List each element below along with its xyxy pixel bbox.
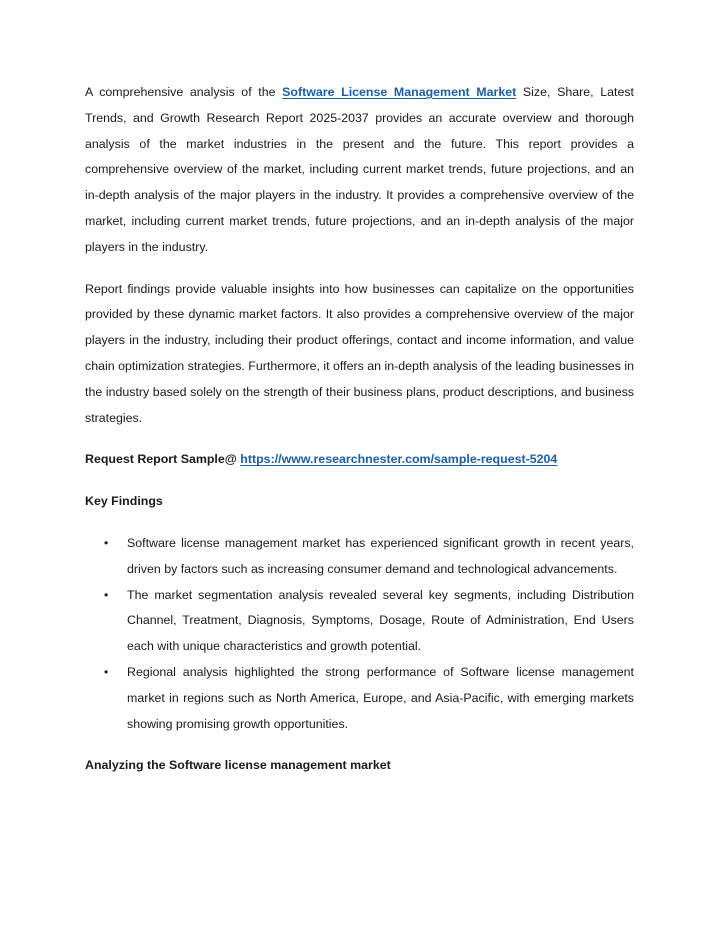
bullet-icon: •	[104, 535, 109, 550]
intro-paragraph	[85, 80, 634, 261]
key-findings-heading: Key Findings	[85, 494, 163, 509]
document-body	[85, 80, 634, 795]
bullet-icon: •	[104, 664, 109, 679]
intro-text-before-link: A comprehensive analysis of the	[85, 85, 283, 99]
list-item-text: Software license management market has experienced significant growth in recent years, driven by factors such as increasing consumer demand and technological advancements.	[127, 535, 634, 576]
list-item	[85, 660, 634, 737]
list-item-text: Regional analysis highlighted the strong performance of Software license management market in regions such as North America, Europe, and Asia-Pacific, with emerging markets showing promising growth opportunities.	[127, 664, 634, 731]
request-sample-line	[85, 447, 634, 473]
sample-request-link[interactable]: https://www.researchnester.com/sample-request-5204	[240, 452, 558, 467]
list-item	[85, 583, 634, 660]
intro-text-after-link: Size, Share, Latest Trends, and Growth Research Report 2025-2037 provides an accurate overview and thorough analysis of the market industries in the present and the future. This report provides a comprehensive overview of the market, including current market trends, future projections, and an in-depth analysis of the major players in the industry. It provides a comprehensive overview of the market, including current market trends, future projections, and an in-depth analysis of the major players in the industry.	[85, 85, 634, 254]
key-findings-list	[85, 531, 634, 737]
report-findings-paragraph: Report findings provide valuable insights into how businesses can capitalize on the opportunities provided by these dynamic market factors. It also provides a comprehensive overview of the major players in the industry, including their product offerings, contact and income information, and value chain optimization strategies. Furthermore, it offers an in-depth analysis of the leading businesses in the industry based solely on the strength of their business plans, product descriptions, and business strategies.	[85, 281, 634, 425]
analysis-section-heading: Analyzing the Software license management market	[85, 758, 391, 773]
market-report-link[interactable]: Software License Management Market	[282, 85, 517, 99]
request-sample-label: Request Report Sample@	[85, 452, 241, 467]
bullet-icon: •	[104, 587, 109, 602]
list-item	[85, 531, 634, 583]
list-item-text: The market segmentation analysis revealed several key segments, including Distribution Channel, Treatment, Diagnosis, Symptoms, Dosage, Route of Administration, End Users each with unique characteristics and growth potential.	[127, 587, 634, 654]
